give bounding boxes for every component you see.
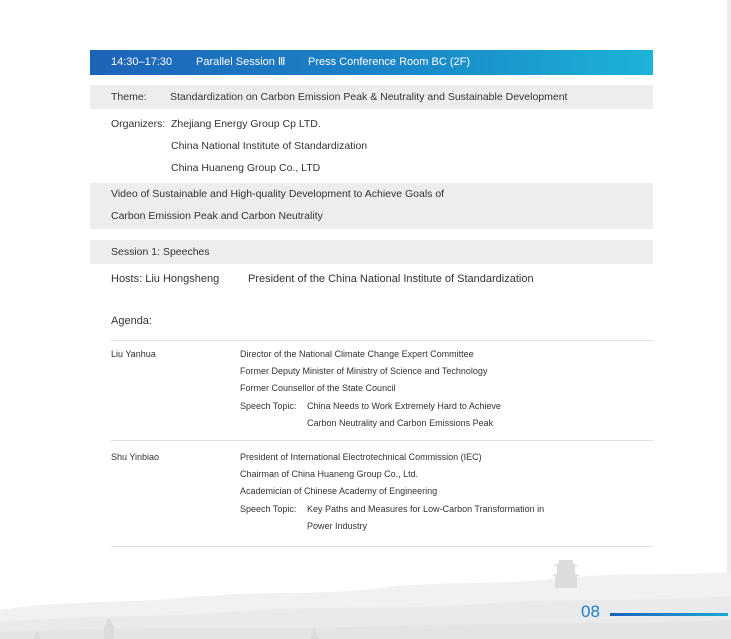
session-time: 14:30–17:30 <box>111 56 173 68</box>
speaker-role: Former Counsellor of the State Council <box>240 383 396 393</box>
landscape-illustration <box>0 560 731 639</box>
session1-label: Session 1: Speeches <box>111 246 210 258</box>
hosts-label: Hosts: Liu Hongsheng <box>111 273 220 285</box>
speech-topic: Power Industry <box>307 521 368 531</box>
organizer-item: Zhejiang Energy Group Cp LTD. <box>171 118 321 130</box>
agenda-label: Agenda: <box>111 315 152 327</box>
speaker-name: Shu Yinbiao <box>111 452 160 462</box>
theme-value: Standardization on Carbon Emission Peak & Neutrality and Sustainable Development <box>170 91 568 103</box>
organizer-item: China Huaneng Group Co., LTD <box>171 162 321 174</box>
speaker-role: Director of the National Climate Change Expert Committee <box>240 349 474 359</box>
session1-row <box>90 240 653 264</box>
speech-topic-label: Speech Topic: <box>240 504 297 514</box>
organizer-item: China National Institute of Standardization <box>171 140 368 152</box>
speech-topic-label: Speech Topic: <box>240 401 297 411</box>
speech-topic: China Needs to Work Extremely Hard to Achieve <box>307 401 501 411</box>
theme-row <box>90 85 653 109</box>
speaker-role: Former Deputy Minister of Ministry of Science and Technology <box>240 366 488 376</box>
speaker-name: Liu Yanhua <box>111 349 156 359</box>
video-line-2: Carbon Emission Peak and Carbon Neutrality <box>111 210 323 222</box>
video-row <box>90 183 653 229</box>
speech-topic: Key Paths and Measures for Low-Carbon Transformation in <box>307 504 545 514</box>
divider <box>111 546 653 547</box>
speaker-role: Chairman of China Huaneng Group Co., Ltd. <box>240 469 419 479</box>
session-venue: Press Conference Room BC (2F) <box>308 56 470 68</box>
page-number-rule <box>610 613 728 616</box>
speaker-role: Academician of Chinese Academy of Engineering <box>240 486 438 496</box>
speech-topic: Carbon Neutrality and Carbon Emissions Peak <box>307 418 494 428</box>
divider <box>111 340 653 341</box>
session-header-bar <box>90 50 653 75</box>
page-number: 08 <box>581 602 600 621</box>
speaker-role: President of International Electrotechnical Commission (IEC) <box>240 452 482 462</box>
video-line-1: Video of Sustainable and High-quality Development to Achieve Goals of <box>111 188 445 200</box>
hosts-title: President of the China National Institute of Standardization <box>248 273 534 285</box>
page-edge <box>727 0 731 639</box>
organizers-label: Organizers: <box>111 118 166 130</box>
theme-label: Theme: <box>111 91 147 103</box>
session-name: Parallel Session Ⅲ <box>196 56 286 68</box>
divider <box>111 440 653 441</box>
